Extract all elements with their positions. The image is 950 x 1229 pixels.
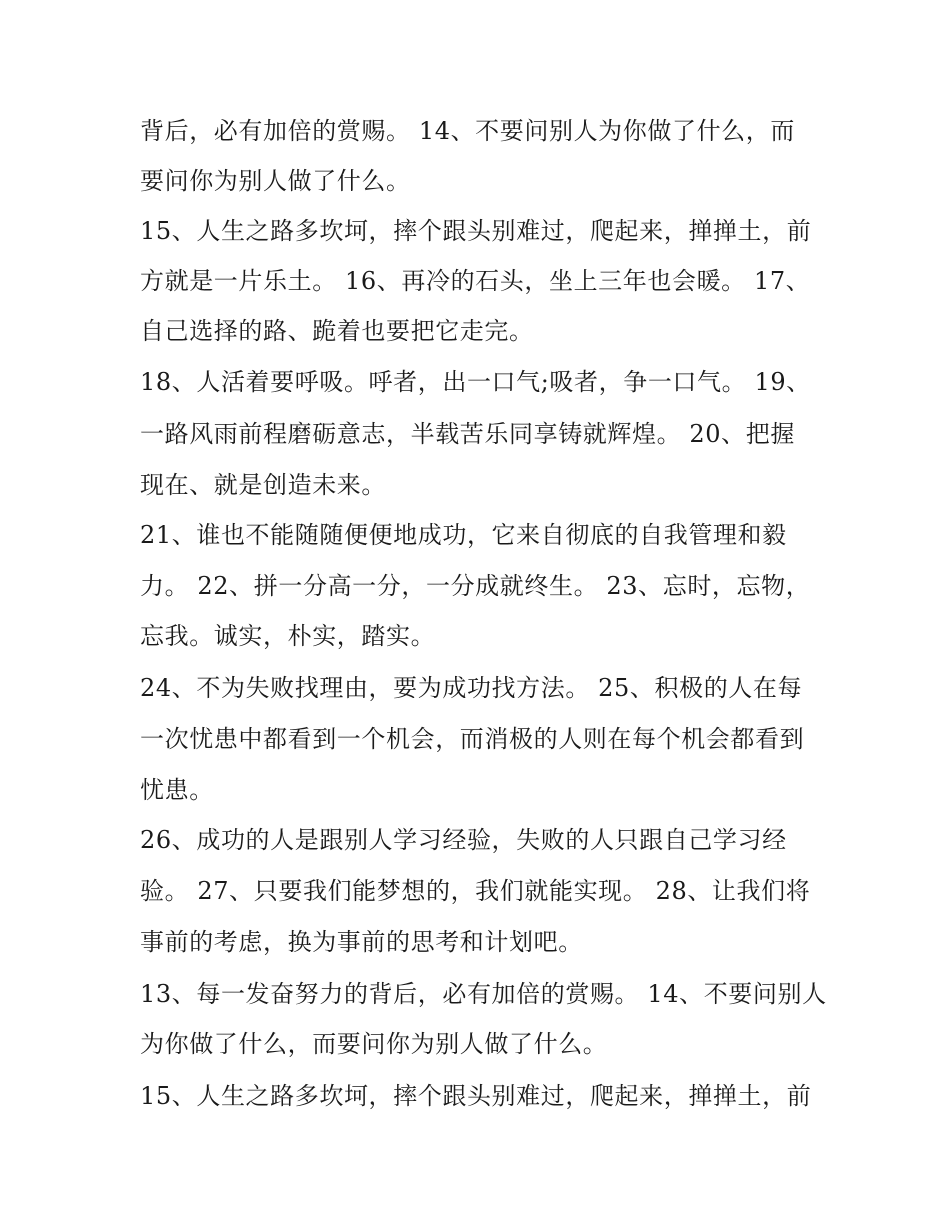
text-line: 为你做了什么，而要问你为别人做了什么。 [140,1030,608,1058]
text-line: 13、每一发奋努力的背后，必有加倍的赏赐。 14、不要问别人 [140,980,827,1008]
text-line: 15、人生之路多坎坷，摔个跟头别难过，爬起来，掸掸土，前 [140,217,812,245]
text-line: 自己选择的路、跪着也要把它走完。 [140,317,534,345]
text-line: 一路风雨前程磨砺意志，半载苦乐同享铸就辉煌。 20、把握 [140,420,795,448]
text-line: 背后，必有加倍的赏赐。 14、不要问别人为你做了什么，而 [140,117,795,145]
text-line: 一次忧患中都看到一个机会，而消极的人则在每个机会都看到 [140,725,805,753]
text-line: 18、人活着要呼吸。呼者，出一口气;吸者，争一口气。 19、 [140,368,811,396]
text-line: 现在、就是创造未来。 [140,471,386,499]
text-line: 24、不为失败找理由，要为成功找方法。 25、积极的人在每 [140,674,803,702]
text-line: 力。 22、拼一分高一分，一分成就终生。 23、忘时，忘物， [140,572,811,600]
text-line: 忧患。 [140,776,214,804]
text-line: 忘我。诚实，朴实，踏实。 [140,622,436,650]
text-line: 验。 27、只要我们能梦想的，我们就能实现。 28、让我们将 [140,877,811,905]
text-line: 21、谁也不能随随便便地成功，它来自彻底的自我管理和毅 [140,521,787,549]
text-line: 26、成功的人是跟别人学习经验，失败的人只跟自己学习经 [140,826,787,854]
text-line: 事前的考虑，换为事前的思考和计划吧。 [140,928,583,956]
text-line: 要问你为别人做了什么。 [140,167,411,195]
text-line: 15、人生之路多坎坷，摔个跟头别难过，爬起来，掸掸土，前 [140,1082,812,1110]
text-line: 方就是一片乐土。 16、再冷的石头，坐上三年也会暖。 17、 [140,267,811,295]
